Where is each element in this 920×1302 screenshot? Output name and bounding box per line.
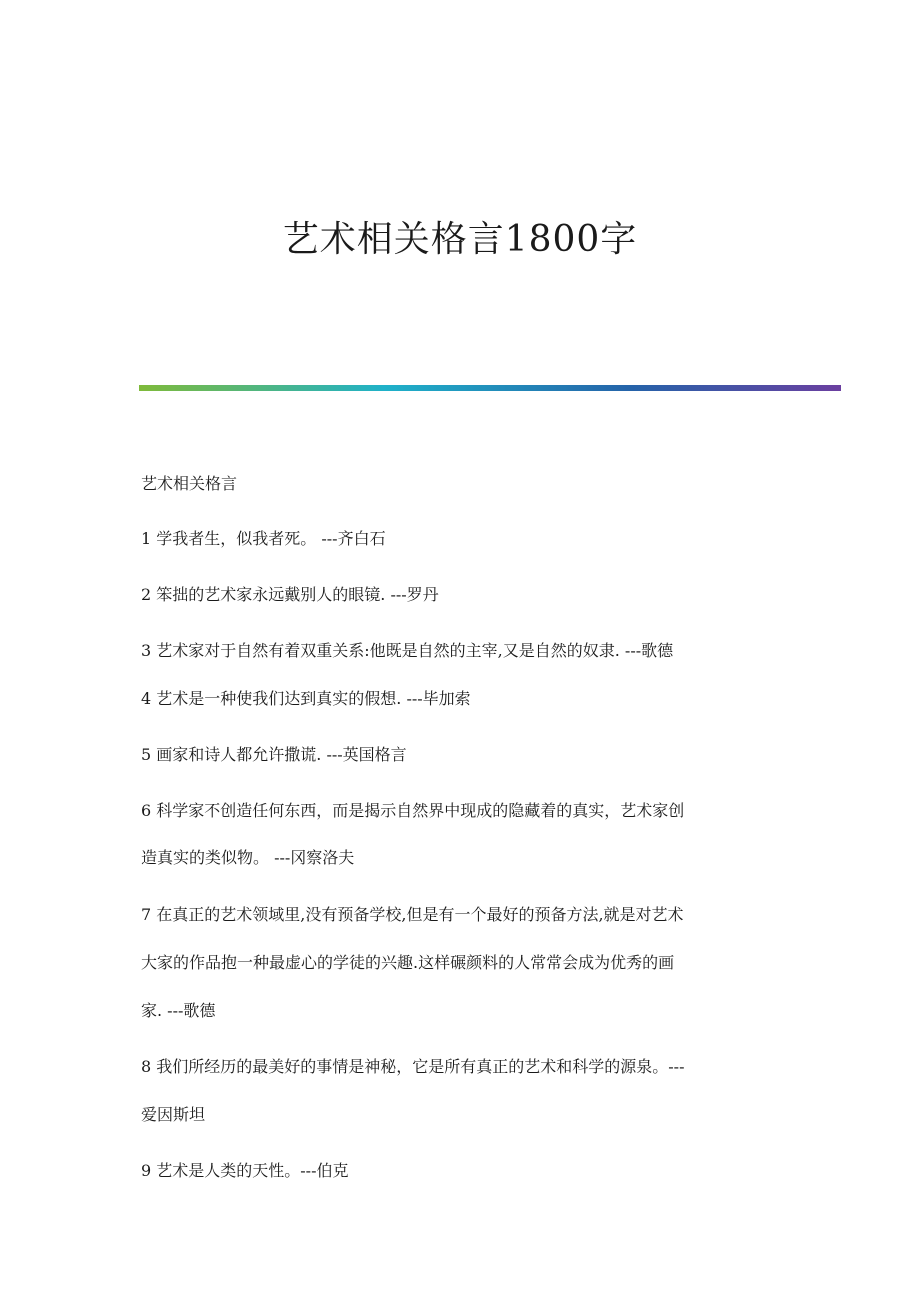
quote-line: 8 我们所经历的最美好的事情是神秘，它是所有真正的艺术和科学的源泉。--- bbox=[141, 1057, 685, 1076]
quote-line-continued: 家. ---歌德 bbox=[141, 1001, 216, 1020]
title-divider bbox=[139, 385, 841, 391]
quote-line: 3 艺术家对于自然有着双重关系:他既是自然的主宰,又是自然的奴隶. ---歌德 bbox=[141, 641, 674, 660]
quote-line-continued: 爱因斯坦 bbox=[141, 1105, 206, 1124]
quote-line-continued: 造真实的类似物。 ---冈察洛夫 bbox=[141, 848, 355, 867]
quote-line: 2 笨拙的艺术家永远戴别人的眼镜. ---罗丹 bbox=[141, 585, 439, 604]
quote-line-continued: 大家的作品抱一种最虚心的学徒的兴趣.这样碾颜料的人常常会成为优秀的画 bbox=[141, 953, 675, 972]
section-heading: 艺术相关格言 bbox=[141, 474, 238, 493]
quote-line: 9 艺术是人类的天性。---伯克 bbox=[141, 1161, 349, 1180]
quote-line: 5 画家和诗人都允许撒谎. ---英国格言 bbox=[141, 745, 407, 764]
document-title: 艺术相关格言1800字 bbox=[282, 219, 638, 260]
quote-line: 4 艺术是一种使我们达到真实的假想. ---毕加索 bbox=[141, 689, 471, 708]
quote-line: 6 科学家不创造任何东西，而是揭示自然界中现成的隐藏着的真实，艺术家创 bbox=[141, 801, 685, 820]
quote-line: 1 学我者生，似我者死。 ---齐白石 bbox=[141, 529, 386, 548]
quote-line: 7 在真正的艺术领域里,没有预备学校,但是有一个最好的预备方法,就是对艺术 bbox=[141, 905, 684, 924]
